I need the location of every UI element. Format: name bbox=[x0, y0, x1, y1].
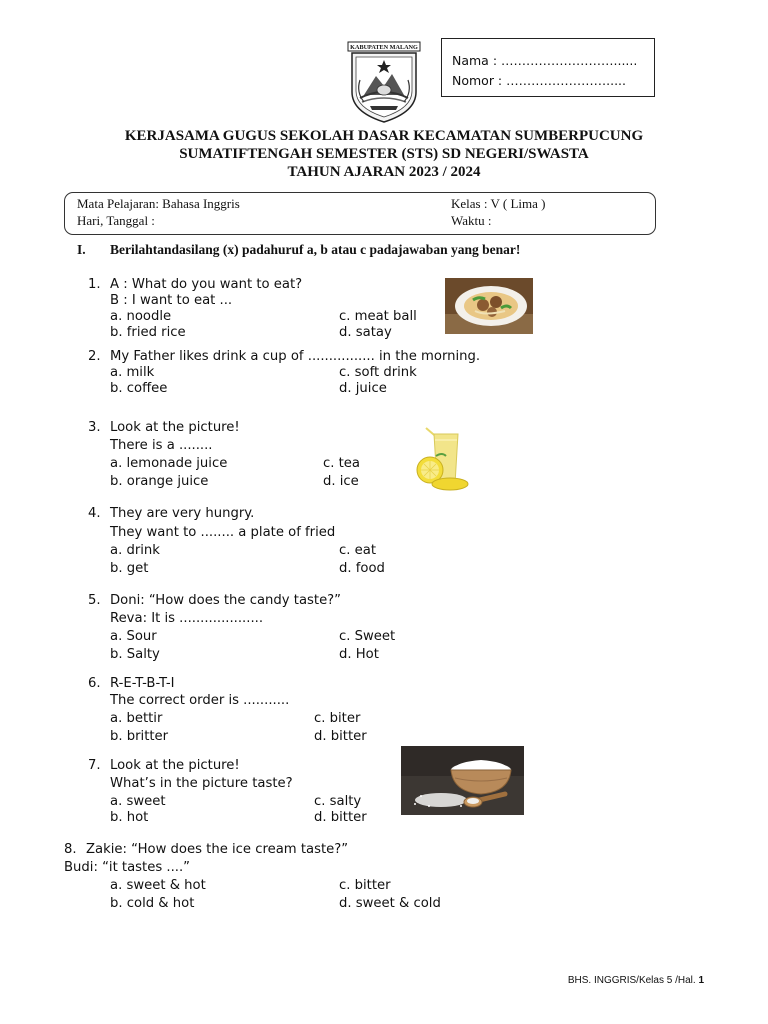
lemonade-image bbox=[406, 426, 474, 492]
question-7-option-a[interactable]: a. sweet bbox=[110, 794, 166, 809]
question-2-option-b[interactable]: b. coffee bbox=[110, 381, 168, 396]
student-info-box bbox=[441, 38, 655, 97]
question-7-line-2: What’s in the picture taste? bbox=[110, 776, 293, 791]
question-4-option-b[interactable]: b. get bbox=[110, 561, 149, 576]
meatball-soup-image bbox=[445, 278, 533, 334]
question-2-number: 2. bbox=[88, 349, 101, 364]
section-instruction: Berilahtandasilang (x) padahuruf a, b atau c padajawaban yang benar! bbox=[110, 242, 521, 257]
regency-logo bbox=[346, 40, 422, 124]
question-8-option-d[interactable]: d. sweet & cold bbox=[339, 896, 441, 911]
question-4-option-a[interactable]: a. drink bbox=[110, 543, 160, 558]
page-footer bbox=[568, 975, 704, 986]
question-1-number: 1. bbox=[88, 277, 101, 292]
logo-banner-text: KABUPATEN MALANG bbox=[350, 44, 418, 51]
date-label: Hari, Tanggal : bbox=[77, 213, 155, 228]
question-5-line-2: Reva: It is .................... bbox=[110, 611, 264, 626]
question-6-number: 6. bbox=[88, 676, 101, 691]
question-2-option-c[interactable]: c. soft drink bbox=[339, 365, 417, 380]
question-5-option-c[interactable]: c. Sweet bbox=[339, 629, 396, 644]
question-4-option-c[interactable]: c. eat bbox=[339, 543, 376, 558]
question-7-option-b[interactable]: b. hot bbox=[110, 810, 149, 825]
question-6-line-1: R-E-T-B-T-I bbox=[110, 676, 175, 691]
question-8-option-c[interactable]: c. bitter bbox=[339, 878, 391, 893]
header-line-1: KERJASAMA GUGUS SEKOLAH DASAR KECAMATAN SUMBERPUCUNG bbox=[124, 128, 644, 144]
footer-text: BHS. INGGRIS/Kelas 5 /Hal. bbox=[567, 975, 699, 986]
question-4-option-d[interactable]: d. food bbox=[339, 561, 385, 576]
question-5-option-a[interactable]: a. Sour bbox=[110, 629, 157, 644]
class-label: Kelas : V ( Lima ) bbox=[451, 196, 546, 211]
question-6-option-c[interactable]: c. biter bbox=[314, 711, 361, 726]
question-1-option-a[interactable]: a. noodle bbox=[110, 309, 172, 324]
name-field[interactable]: Nama : ………………………...... bbox=[452, 53, 638, 68]
question-3-option-d[interactable]: d. ice bbox=[323, 474, 359, 489]
question-8-line-2: Budi: “it tastes ....” bbox=[64, 860, 191, 875]
question-7-option-c[interactable]: c. salty bbox=[314, 794, 362, 809]
question-6-line-2: The correct order is ........... bbox=[110, 693, 290, 708]
question-3-number: 3. bbox=[88, 420, 101, 435]
question-4-line-1: They are very hungry. bbox=[110, 506, 255, 521]
question-4-number: 4. bbox=[88, 506, 101, 521]
time-label: Waktu : bbox=[451, 213, 492, 228]
page-number: 1 bbox=[698, 975, 704, 986]
question-7-option-d[interactable]: d. bitter bbox=[314, 810, 367, 825]
question-1-option-b[interactable]: b. fried rice bbox=[110, 325, 186, 340]
question-8-option-a[interactable]: a. sweet & hot bbox=[110, 878, 206, 893]
question-5-option-b[interactable]: b. Salty bbox=[110, 647, 160, 662]
header-line-2: SUMATIFTENGAH SEMESTER (STS) SD NEGERI/SWASTA bbox=[179, 146, 589, 162]
question-1-line-1: A : What do you want to eat? bbox=[110, 277, 303, 292]
question-5-number: 5. bbox=[88, 593, 101, 608]
question-1-line-2: B : I want to eat ... bbox=[110, 293, 233, 308]
subject-label: Mata Pelajaran: Bahasa Inggris bbox=[77, 196, 240, 211]
number-field[interactable]: Nomor : ……………………..... bbox=[452, 73, 626, 88]
question-8-number: 8. bbox=[64, 842, 77, 857]
question-3-option-b[interactable]: b. orange juice bbox=[110, 474, 209, 489]
question-1-option-c[interactable]: c. meat ball bbox=[339, 309, 417, 324]
question-5-line-1: Doni: “How does the candy taste?” bbox=[110, 593, 342, 608]
question-3-line-2: There is a ........ bbox=[110, 438, 213, 453]
section-number: I. bbox=[77, 242, 86, 257]
question-7-number: 7. bbox=[88, 758, 101, 773]
question-8-line-1: Zakie: “How does the ice cream taste?” bbox=[86, 842, 349, 857]
question-2-option-a[interactable]: a. milk bbox=[110, 365, 155, 380]
question-3-option-a[interactable]: a. lemonade juice bbox=[110, 456, 228, 471]
question-6-option-b[interactable]: b. britter bbox=[110, 729, 169, 744]
question-6-option-d[interactable]: d. bitter bbox=[314, 729, 367, 744]
question-2-option-d[interactable]: d. juice bbox=[339, 381, 387, 396]
question-6-option-a[interactable]: a. bettir bbox=[110, 711, 163, 726]
question-7-line-1: Look at the picture! bbox=[110, 758, 240, 773]
question-2-line-1: My Father likes drink a cup of ................ in the morning. bbox=[110, 349, 481, 364]
salt-bowl-image bbox=[401, 746, 524, 815]
question-1-option-d[interactable]: d. satay bbox=[339, 325, 392, 340]
question-3-line-1: Look at the picture! bbox=[110, 420, 240, 435]
question-8-option-b[interactable]: b. cold & hot bbox=[110, 896, 195, 911]
question-5-option-d[interactable]: d. Hot bbox=[339, 647, 379, 662]
question-4-line-2: They want to ........ a plate of fried bbox=[110, 525, 336, 540]
question-3-option-c[interactable]: c. tea bbox=[323, 456, 360, 471]
header-line-3: TAHUN AJARAN 2023 / 2024 bbox=[287, 164, 481, 180]
